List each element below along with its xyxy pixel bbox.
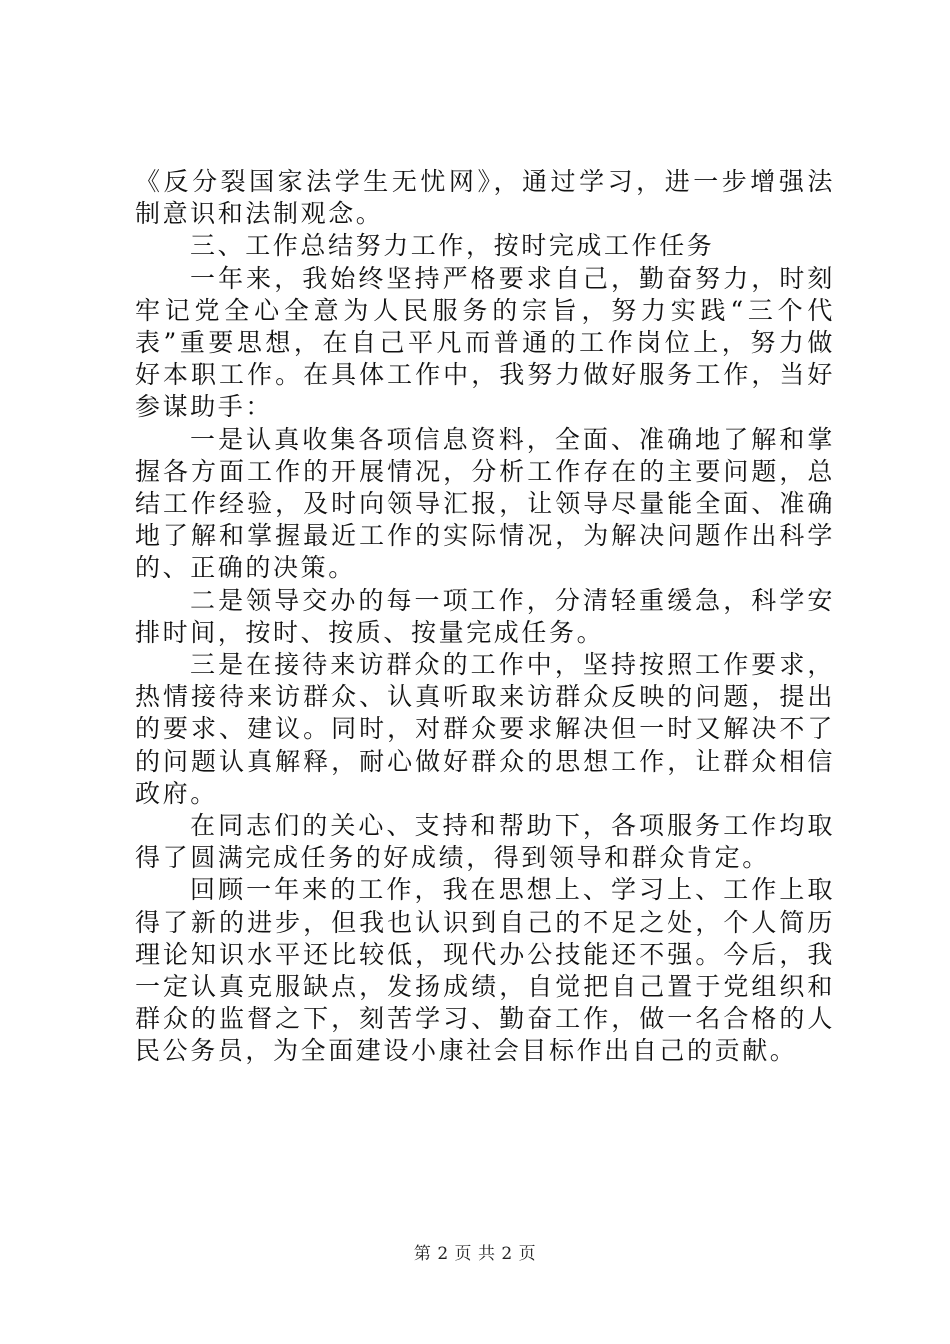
- document-body: [135, 166, 835, 1068]
- paragraph-point-one: 一是认真收集各项信息资料，全面、准确地了解和掌握各方面工作的开展情况，分析工作存在的主要问题，总结工作经验，及时向领导汇报，让领导尽量能全面、准确地了解和掌握最近工作的实际情况，为解决问题作出科学的、正确的决策。: [135, 424, 835, 583]
- section-heading: 三、工作总结努力工作，按时完成工作任务: [190, 231, 715, 261]
- page-number-footer: 第 2 页 共 2 页: [413, 1244, 537, 1264]
- paragraph-review: 回顾一年来的工作，我在思想上、学习上、工作上取得了新的进步，但我也认识到自己的不足之处，个人简历理论知识水平还比较低，现代办公技能还不强。今后，我一定认真克服缺点，发扬成绩，自觉把自己置于党组织和群众的监督之下，刻苦学习、勤奋工作，做一名合格的人民公务员，为全面建设小康社会目标作出自己的贡献。: [135, 875, 835, 1066]
- paragraph-achievement: 在同志们的关心、支持和帮助下，各项服务工作均取得了圆满完成任务的好成绩，得到领导和群众肯定。: [135, 811, 835, 873]
- paragraph-continuation: 《反分裂国家法学生无忧网》，通过学习，进一步增强法制意识和法制观念。: [135, 167, 835, 229]
- paragraph-year-summary: 一年来，我始终坚持严格要求自己，勤奋努力，时刻牢记党全心全意为人民服务的宗旨，努力实践“三个代表”重要思想，在自己平凡而普通的工作岗位上，努力做好本职工作。在具体工作中，我努力做好服务工作，当好参谋助手：: [135, 263, 835, 422]
- paragraph-point-three: 三是在接待来访群众的工作中，坚持按照工作要求，热情接待来访群众、认真听取来访群众反映的问题，提出的要求、建议。同时，对群众要求解决但一时又解决不了的问题认真解释，耐心做好群众的思想工作，让群众相信政府。: [135, 650, 835, 808]
- paragraph-point-two: 二是领导交办的每一项工作，分清轻重缓急，科学安排时间，按时、按质、按量完成任务。: [135, 585, 835, 647]
